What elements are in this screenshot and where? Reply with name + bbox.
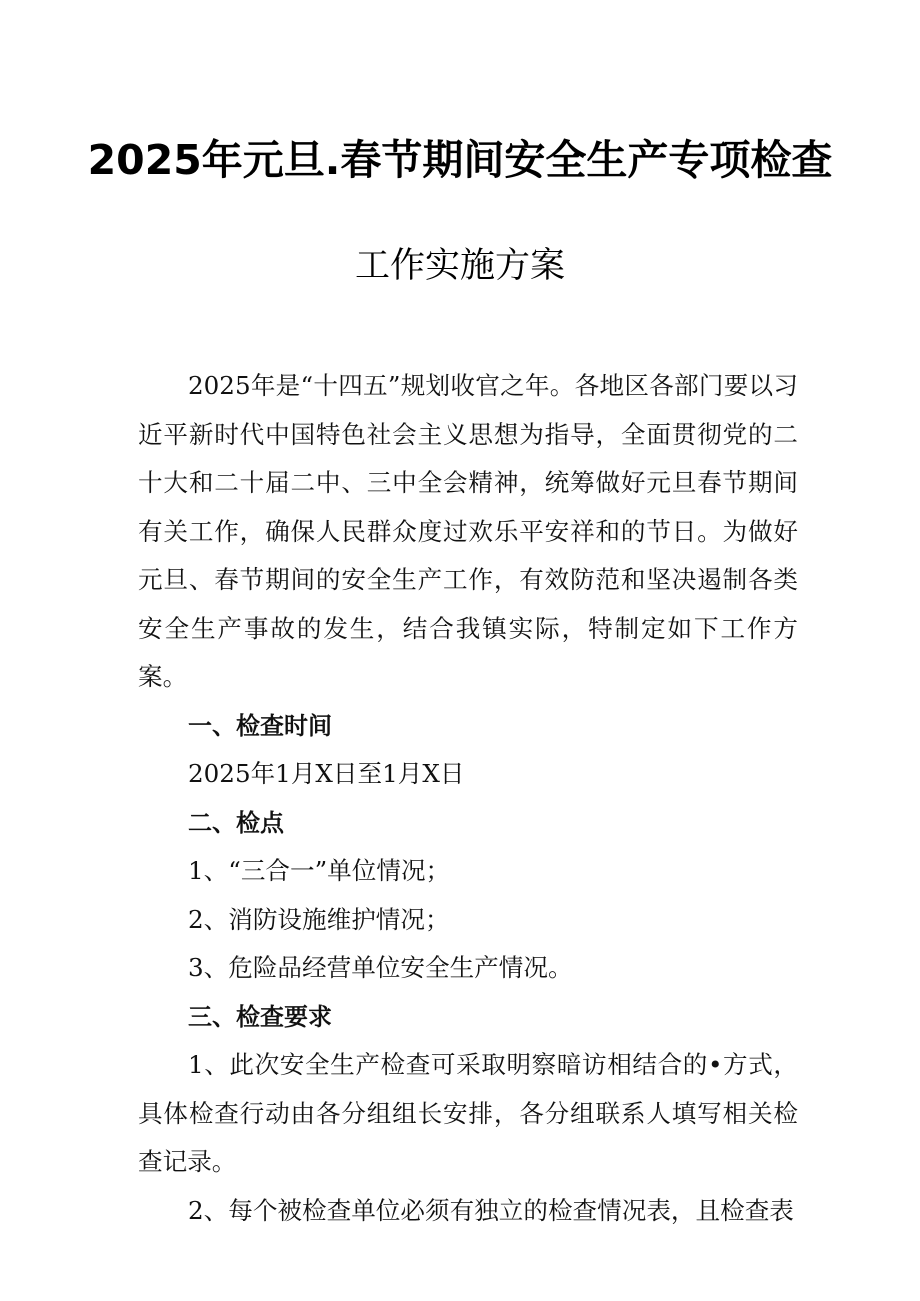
section1-heading: 一、检查时间 — [188, 711, 332, 740]
section2-item2: 2、消防设施维护情况； — [188, 904, 450, 934]
section3-heading: 三、检查要求 — [188, 1002, 332, 1031]
section3-item2: 2、每个被检查单位必须有独立的检查情况表，且检查表 — [188, 1195, 794, 1225]
document-body — [138, 362, 798, 1235]
section2-heading: 二、检点 — [188, 808, 284, 837]
document-title-line2: 工作实施方案 — [354, 246, 565, 286]
section3-item1: 1、此次安全生产检查可采取明察暗访相结合的•方式，具体检查行动由各分组组长安排，各分组联系人填写相关检查记录。 — [138, 1050, 798, 1176]
document-title-line1: 2025年元旦.春节期间安全生产专项检查 — [87, 136, 833, 184]
intro-paragraph: 2025年是“十四五”规划收官之年。各地区各部门要以习近平新时代中国特色社会主义思想为指导，全面贯彻党的二十大和二十届二中、三中全会精神，统筹做好元旦春节期间有关工作，确保人民群众度过欢乐平安祥和的节日。为做好元旦、春节期间的安全生产工作，有效防范和坚决遏制各类安全生产事故的发生，结合我镇实际，特制定如下工作方案。 — [138, 371, 798, 691]
section2-item1: 1、“三合一”单位情况； — [188, 856, 451, 885]
section1-text: 2025年1月X日至1月X日 — [188, 759, 465, 788]
section2-item3: 3、危险品经营单位安全生产情况。 — [188, 953, 573, 982]
